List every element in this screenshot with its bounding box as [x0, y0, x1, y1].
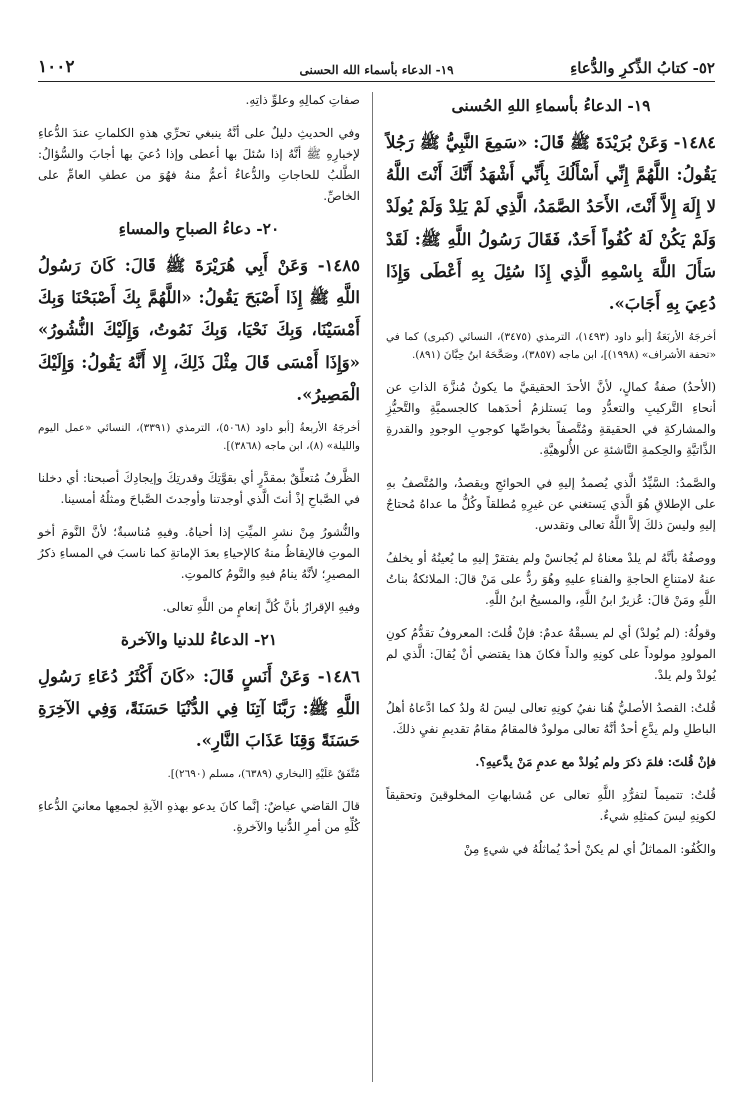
left-column: [38, 90, 360, 850]
commentary-hadith-benefit: وفي الحديثِ دليلٌ على أنَّهُ ينبغي تحرِّي هذهِ الكلماتِ عندَ الدُّعاءِ لإخبارِهِ ﷺ أنَّهُ إذا سُئلَ بها أعطى وإذا دُعيَ بها أجابَ والسُّؤالُ: الطَّلبُ للحاجاتِ والدُّعاءُ أعمُّ منهُ فهُوَ من عطفِ العامِّ على الخاصِّ.: [38, 126, 360, 203]
hadith-1484: ١٤٨٤- وَعَنْ بُرَيْدَةَ ﷺ قَالَ: «سَمِعَ النَّبِيُّ ﷺ رَجُلاً يَقُولُ: اللَّهُمَّ إِنِّي أَسْأَلُكَ بِأَنِّي أَشْهَدُ أَنَّكَ أَنْتَ اللَّهُ لا إِلَهَ إِلاَّ أَنْتَ، الأَحَدُ الصَّمَدُ، الَّذِي لَمْ يَلِدْ وَلَمْ يُولَدْ وَلَمْ يَكُنْ لَهُ كُفُواً أَحَدٌ، فَقَالَ رَسُولُ اللَّهِ ﷺ: لَقَدْ سَأَلَ اللَّهَ بِاسْمِهِ الَّذِي إِذَا سُئِلَ بِهِ أَعْطَى وَإِذَا دُعِيَ بِهِ أَجَابَ».: [386, 133, 716, 313]
takhrij-1485: أخرجَهُ الأربعةُ [أبو داود (٥٠٦٨)، الترمذي (٣٣٩١)، النسائي «عمل اليوم والليلة» (٨)، ابن ماجه (٣٨٦٨)].: [38, 421, 360, 453]
commentary-zarf: الظَّرفُ مُتعلِّقٌ بمقدَّرٍ أي بقوَّتِكَ وقدرتِكَ وإيجادِكَ أصبحنا: أي دخلنا في الصَّباحِ إذْ أنتَ الَّذي أوجدتنا وأوجدتَ الصَّباحَ ومثلُهُ أمسينا.: [38, 470, 360, 506]
commentary-samad: والصَّمدُ: السَّيِّدُ الَّذي يُصمدُ إليهِ في الحوائجِ ويقصدُ، والمُتَّصفُ بهِ على الإطلاقِ هُوَ الَّذي يَستغني عن غيرِهِ مُطلقاً وكُلُّ ما عداهُ مُحتاجٌ إليهِ وليسَ ذلكَ إلاَّ اللَّهُ تعالى وتقدس.: [386, 475, 716, 532]
hadith-1486: ١٤٨٦- وَعَنْ أَنَسٍ قَالَ: «كَانَ أَكْثَرُ دُعَاءِ رَسُولِ اللَّهِ ﷺ: رَبَّنَا آتِنَا فِي الدُّنْيَا حَسَنَةً، وَفِي الآخِرَةِ حَسَنَةً وَقِنَا عَذَابَ النَّارِ».: [38, 666, 360, 750]
commentary-kufu: والكُفُو: المماثلُ أي لم يكنْ أحدٌ يُماثلُهُ في شيءٍ مِنْ: [463, 841, 716, 856]
commentary-ahad: (الأحدُ) صفةُ كمالٍ، لأنَّ الأحدَ الحقيقيَّ ما يكونُ مُنزَّهَ الذاتِ عن أنحاءِ التَّركيبِ والتعدُّدِ وما يَستلزمُ أحدَهما كالجسميَّةِ والتَّحيُّزِ والمشاركةِ في الحقيقةِ ومُتَّصفاً بخواصِّها كوجوبِ الوجودِ والقدرةِ الذَّاتيَّةِ والحِكمةِ النَّاشئةِ عن الأُلوهيَّةِ.: [386, 379, 716, 457]
right-column: [386, 90, 716, 872]
commentary-qasd: قُلتُ: القصدُ الأصليُّ هُنا نفيُ كونِهِ تعالى ليسَ لهُ ولدٌ كما ادَّعاهُ أهلُ الباطلِ ولم يدَّعِ أحدٌ أنَّهُ تعالى مولودٌ فالمقامُ مقامُ تقديمِ نفيِ ذلكَ.: [386, 700, 716, 736]
page-number: ١٠٠٢: [38, 57, 75, 77]
continuation-text: صفاتِ كمالِهِ وعلوِّ ذاتِهِ.: [245, 93, 360, 107]
section-21-title: ٢١- الدعاءُ للدنيا والآخرة: [120, 629, 278, 649]
commentary-iqrar: وفيهِ الإقرارُ بأنَّ كُلَّ إنعامٍ من اللَّهِ تعالى.: [162, 599, 360, 614]
column-divider: [372, 92, 373, 1082]
section-19-title: ١٩- الدعاءُ بأسماءِ اللهِ الحُسنى: [451, 96, 651, 115]
takhrij-1484: أخرجَهُ الأربَعَةُ [أبو داود (١٤٩٣)، الترمذي (٣٤٧٥)، النسائي (كبرى) كما في «تحفة الأشراف» (١٩٩٨)]، ابن ماجه (٣٨٥٧)، وصَحَّحَهُ ابنُ حِبَّانَ (٨٩١).: [386, 331, 716, 362]
running-header: [38, 52, 715, 82]
commentary-iyad: قالَ القاضي عياضٌ: إنَّما كانَ يدعو بهذهِ الآيةِ لجمعِها معانيَ الدُّعاءِ كُلِّهِ من أمرِ الدُّنيا والآخرةِ.: [38, 798, 360, 834]
commentary-lam-yulad: وقولُهُ: (لم يُولدْ) أي لم يسبقْهُ عدمٌ: فإنْ قُلتَ: المعروفُ تقدُّمُ كونِ المولودِ مولوداً على كونِهِ والداً فكانَ هذا يقتضي أنْ يُقالَ: الَّذي لم يُولدْ ولم يلدْ.: [386, 625, 716, 682]
section-20-title: ٢٠- دعاءُ الصباحِ والمساءِ: [118, 219, 280, 238]
takhrij-1486: مُتَّفَقٌ عَلَيْهِ [البخاري (٦٣٨٩)، مسلم (٢٦٩٠)].: [167, 768, 360, 781]
chapter-title: ١٩- الدعاء بأسماء الله الحسنى: [299, 63, 454, 77]
commentary-lam-yalid: ووصفُهُ بأنَّهُ لم يلدْ معناهُ لم يُجانسْ ولم يفتقرْ إليهِ ما يُعينُهُ أو يخلفُ عنهُ لامتناعِ الحاجةِ والفناءِ عليهِ وهُوَ ردٌّ على مَنْ قالَ: الملائكةُ بناتُ اللَّهِ ومَنْ قالَ: عُزيرٌ ابنُ اللَّهِ، والمسيحُ ابنُ اللَّهِ.: [386, 550, 716, 607]
commentary-nushur: والنُّشورُ مِنْ نشرِ الميِّتِ إذا أحياهُ. وفيهِ مُناسبةٌ؛ لأنَّ النَّومَ أخو الموتِ فالإيقاظُ منهُ كالإحياءِ بعدَ الإماتةِ كما ناسبَ في المساءِ ذكرُ المصيرِ؛ لأنَّهُ ينامُ فيهِ والنَّومُ كالموتِ.: [38, 524, 360, 581]
book-title: ٥٢- كتابُ الذِّكرِ والدُّعاءِ: [570, 59, 715, 77]
commentary-question: فإنْ قُلتَ: فلمَ ذكرَ ولم يُولدْ مع عدمِ مَنْ يدَّعيهِ؟.: [475, 754, 716, 769]
hadith-1485: ١٤٨٥- وَعَنْ أَبِي هُرَيْرَةَ ﷺ قَالَ: كَانَ رَسُولُ اللَّهِ ﷺ إِذَا أَصْبَحَ يَقُولُ: «اللَّهُمَّ بِكَ أَصْبَحْنَا وَبِكَ أَمْسَيْنَا، وَبِكَ نَحْيَا، وَبِكَ نَمُوتُ، وَإِلَيْكَ النُّشُورُ» «وَإِذَا أَمْسَى قَالَ مِثْلَ ذَلِكَ، إِلا أَنَّهُ يَقُولُ: وَإِلَيْكَ الْمَصِيرُ».: [38, 256, 360, 404]
commentary-answer: قُلتُ: تتميماً لتفرُّدِ اللَّهِ تعالى عن مُشابهاتِ المخلوقينَ وتحقيقاً لكونِهِ ليسَ كمثلِهِ شيءٌ.: [386, 787, 716, 823]
